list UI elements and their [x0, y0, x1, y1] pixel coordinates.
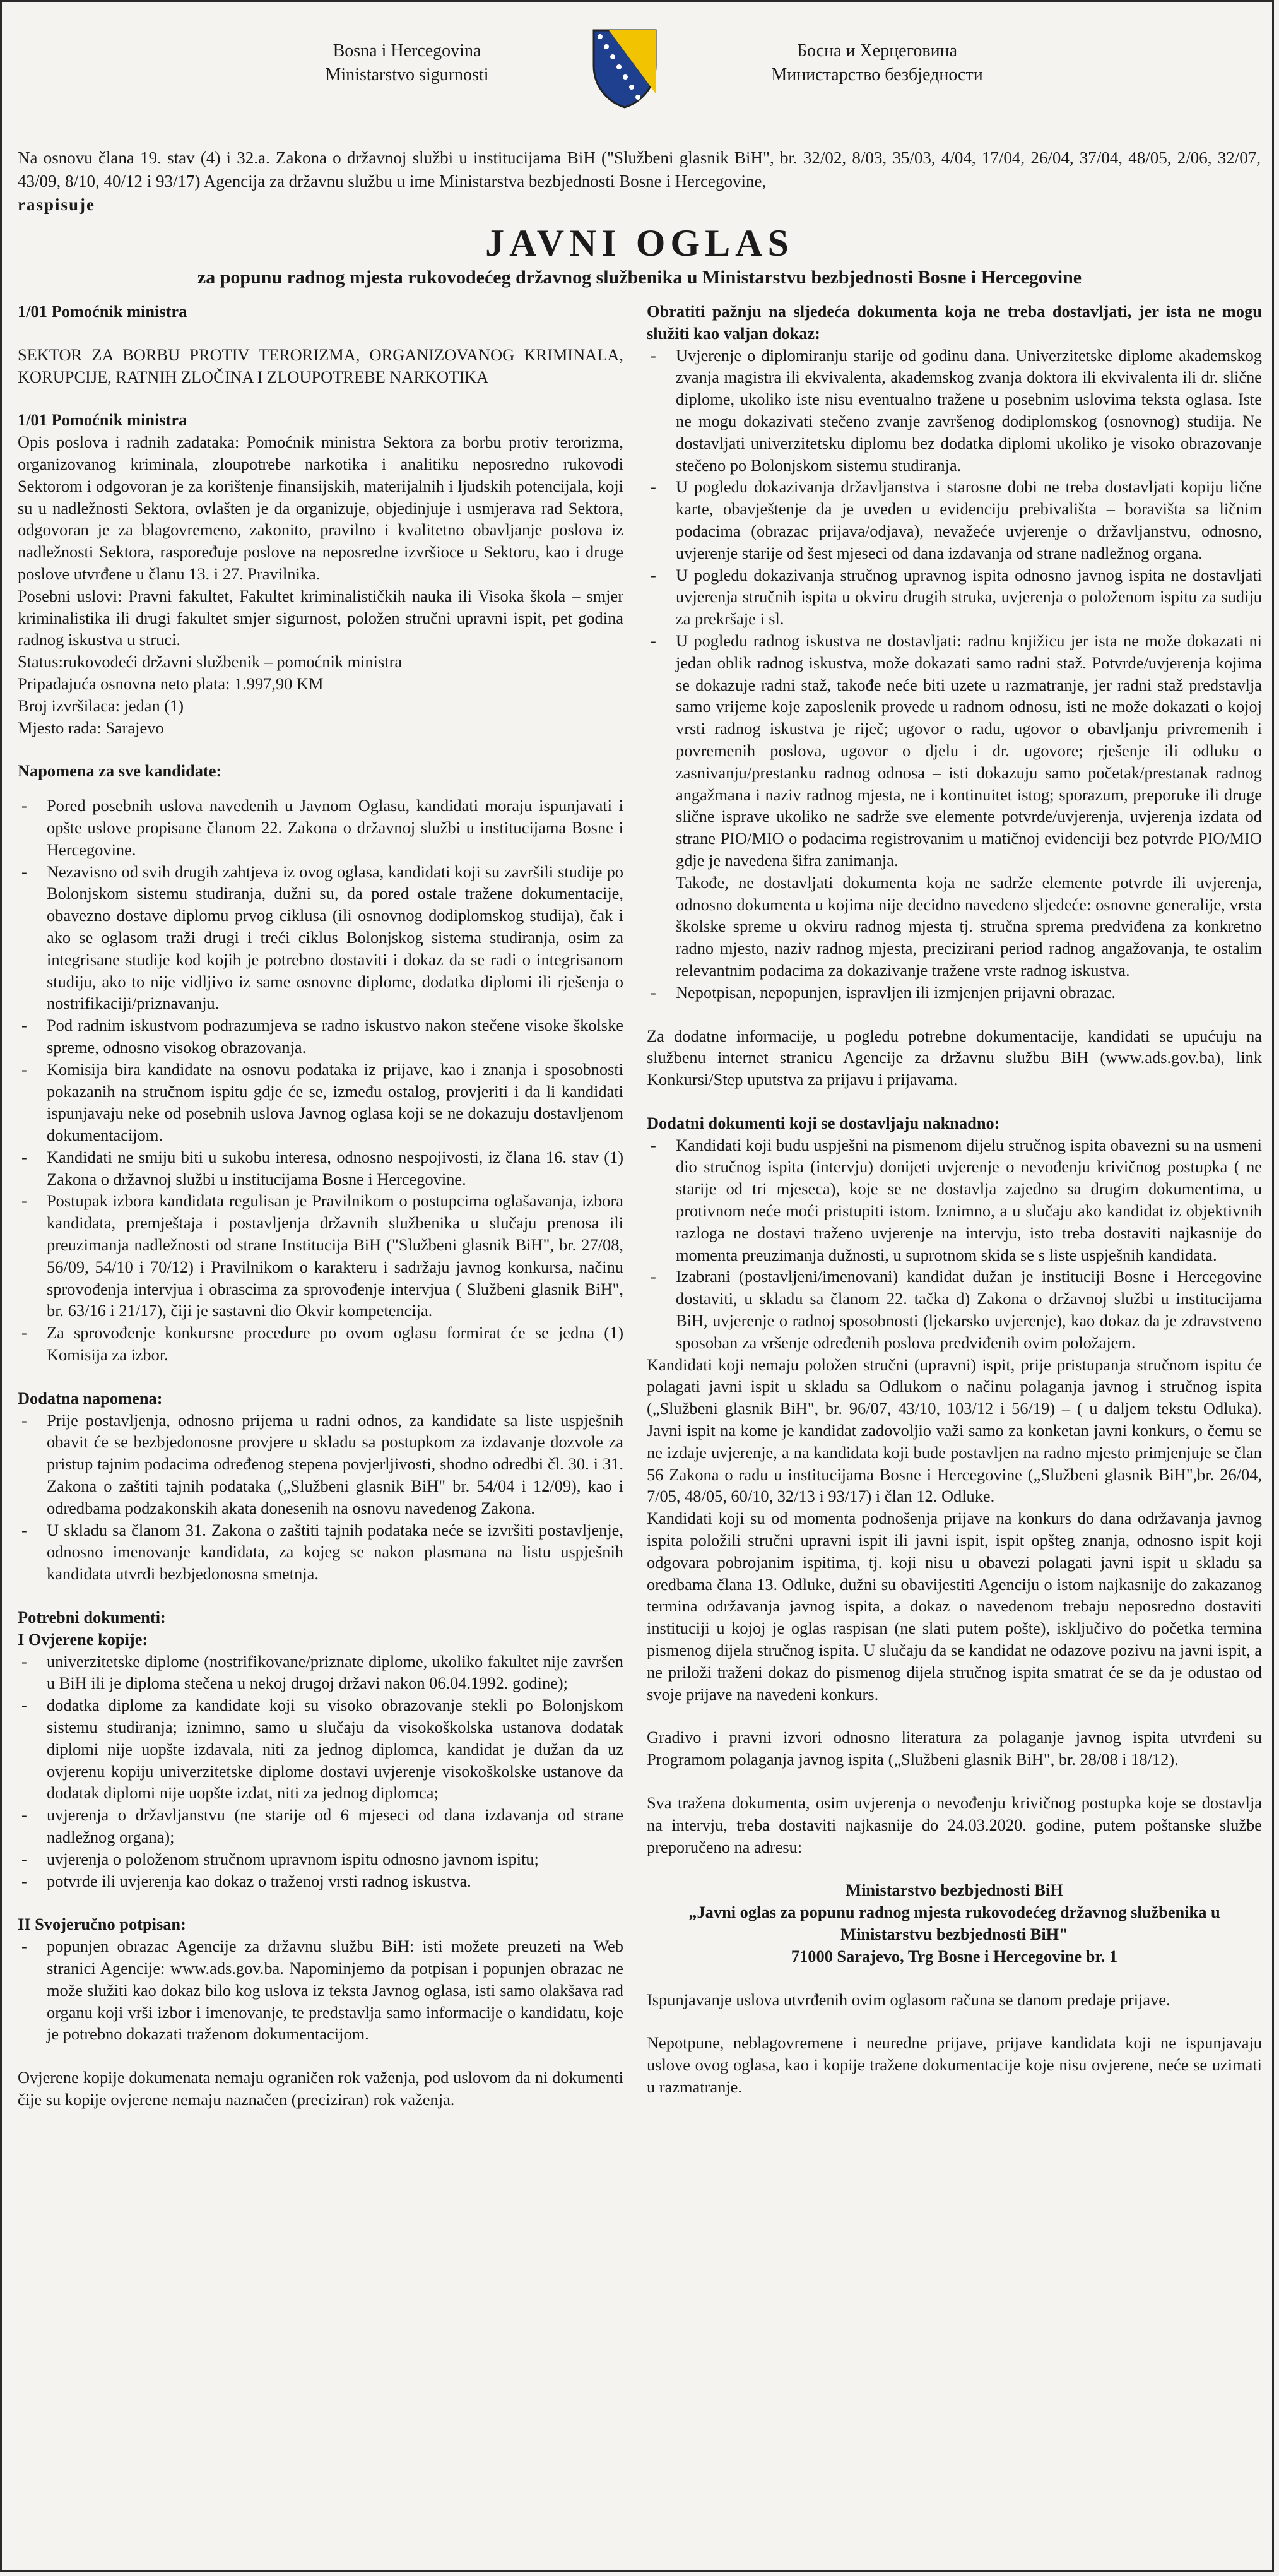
- list-item: - U skladu sa članom 31. Zakona o zaštiti tajnih podataka neće se izvršiti postavljenje, odnosno imenovanje kandidata, za kojeg se nakon plasmana na listu uspješnih kandidata utvrdi bezbjedonosna smetnja.: [21, 1520, 623, 1584]
- documents-heading: Potrebni dokumenti:: [18, 1608, 166, 1627]
- list-item: - U pogledu dokazivanja državljanstva i starosne dobi ne treba dostavljati kopiju lične karte, obavještenje da je uveden u evidenciju prebivališta – boravišta sa ličnim podacima (obrazac prijava/odjava), nevažeće uvjerenje o državljanstvu, odnosno, uvjerenje starije od šest mjeseci od dana izdavanja od strane nadležnog organa.: [651, 477, 1262, 562]
- list-item: - popunjen obrazac Agencije za državnu službu BiH: isti možete preuzeti na Web stranici Agencije: www.ads.gov.ba. Napominjemo da potpisan i popunjen obrazac ne može služiti kao dokaz bilo kog uslova iz teksta Javnog oglasa, isti samo olakšava rad organu koji vrši izbor i imenovanje, te predstavlja samo informacije o kandidatu, koje je potrebno dokazati traženom dokumentacijom.: [21, 1937, 623, 2044]
- exam-notice-paragraph: Kandidati koji su od momenta podnošenja prijave na konkurs do dana održavanja javnog ispita položili stručni upravni ispit ili javni ispit, ispit opšteg znanja, odnosno ispit koji odgovara pobrojanim ispitima, tj. koji nisu u obavezi polagati javni ispit u skladu sa oredbama člana 13. Odluke, dužni su obavijestiti Agenciju o istom najkasnije do zakazanog termina održavanja javnog ispita, a dokaz o navedenom trebaju neposredno dostaviti instituciji u kojoj je oglas raspisan (ne slati putem pošte), isključivo do početka termina pismenog dijela stručnog ispita. U slučaju da se kandidat ne odazove pozivu na javni ispit, a ne priloži traženi dokaz do pismenog dijela stručnog ispita smatrat će se da je odustao od svoje prijave na navedeni konkurs.: [647, 1509, 1262, 1704]
- list-item: - Uvjerenje o diplomiranju starije od godinu dana. Univerzitetske diplome akademskog zvanja magistra ili ekvivalenta, akademskog zvanja doktora ili ekvivalenta ili dr. slične diplome, ukoliko iste nisu eventualno tražene u posebnim uslovima teksta oglasa. Iste ne mogu dokazivati stečeno zvanje završenog dodiplomskog (osnovnog) studija. Ne dostavljati univerzitetsku diplomu bez dodatka diplomi ukoliko je visoko obrazovanje stečeno po Bolonjskom sistemu studiranja.: [651, 345, 1262, 475]
- later-documents-heading: Dodatni dokumenti koji se dostavljaju naknadno:: [647, 1113, 1000, 1132]
- list-item: - Komisija bira kandidate na osnovu podataka iz prijave, kao i znanja i sposobnosti pokazanih na stručnom ispitu gdje će se, između ostalog, provjeriti i da li kandidati ispunjavaju neke od posebnih uslova Javnog oglasa koji se ne dokazuju dostavljenom dokumentacijom.: [21, 1059, 623, 1145]
- list-item: - dodatka diplome za kandidate koji su visoko obrazovanje stekli po Bolonjskom sistemu studiranja; iznimno, samo u slučaju da visokoškolska ustanova dodatak diplomi nije uopšte izdavala, niti za jednog diplomca, kandidat je dužan da uz ovjerenu kopiju univerzitetske diplome dostavi uvjerenje visokoškolske ustanove da dodatak diplomi nije uopšte izdat, niti za jednog diplomca;: [21, 1695, 623, 1803]
- note-heading: Napomena za sve kandidate:: [18, 761, 222, 781]
- list-item: - U pogledu dokazivanja stručnog upravnog ispita odnosno javnog ispita ne dostavljati uvjerenja stručnih ispita u okviru drugih struka, uvjerenja o položenom ispitu za sudiju za prekršaje i sl.: [651, 565, 1262, 629]
- list-item: - univerzitetske diplome (nostrifikovane/priznate diplome, ukoliko fakultet nije završen u BiH ili je diploma stečena u nekoj drugoj državi nakon 06.04.1992. godine);: [21, 1651, 623, 1693]
- salary-line: Pripadajuća osnovna neto plata: 1.997,90 KM: [18, 674, 324, 693]
- list-item: - Kandidati koji budu uspješni na pismenom dijelu stručnog ispita obavezni su na usmeni dio stručnog ispita (intervju) donijeti uvjerenje o nevođenju krivičnog postupka ( ne starije od tri mjeseca), koje se ne dostavlja zajedno sa drugim dokumentima, u protivnom neće moći pristupiti istom. Iznimno, a u slučaju ako kandidat iz objektivnih razloga ne dostavi traženo uvjerenje na intervju, isto treba dostaviti najkasnije do momenta preuzimanja dužnosti, u suprotnom skida se s liste uspješnih kandidata.: [651, 1135, 1262, 1264]
- workplace-line: Mjesto rada: Sarajevo: [18, 718, 164, 737]
- literature-paragraph: Gradivo i pravni izvori odnosno literatura za polaganje javnog ispita utvrđeni su Programom polaganja javnog ispita („Službeni glasnik BiH", br. 28/08 i 18/12).: [647, 1728, 1262, 1769]
- coat-of-arms-icon: [590, 28, 659, 110]
- list-item: - uvjerenja o položenom stručnom upravnom ispitu odnosno javnom ispitu;: [21, 1849, 539, 1868]
- header-country-cyrillic: Босна и Херцеговина: [796, 41, 958, 61]
- status-line: Status:rukovodeći državni službenik – pomoćnik ministra: [18, 652, 403, 672]
- public-exam-paragraph: Kandidati koji nemaju položen stručni (upravni) ispit, prije pristupanja stručnom ispitu će polagati javni ispit u skladu sa Odlukom o načinu polaganja javnog i stručnog ispita („Službeni glasnik BiH", br. 96/07, 43/10, 103/12 i 56/19) – ( u daljem tekstu Odluka). Javni ispit na kome je kandidat zadovoljio važi samo za konketan javni konkurs, o čemu se ne izdaje uvjerenje, a na kandidata koji bude postavljen na radno mjesto primjenjuje se član 56 Zakona o radu u institucijama Bosne i Hercegovine („Službeni glasnik BiH",br. 26/04, 7/05, 48/05, 60/10, 32/13 i 93/17) i član 12. Odluke.: [647, 1355, 1262, 1506]
- sector-name: SEKTOR ZA BORBU PROTIV TERORIZMA, ORGANIZOVANOG KRIMINALA, KORUPCIJE, RATNIH ZLOČINA I ZLOUPOTREBE NARKOTIKA: [18, 345, 623, 386]
- list-item: - Pored posebnih uslova navedenih u Javnom Oglasu, kandidati moraju ispunjavati i opšte uslove propisane članom 22. Zakona o državnoj službi u institucijama Bosne i Hercegovine.: [21, 796, 623, 859]
- special-conditions: Posebni uslovi: Pravni fakultet, Fakultet kriminalističkih nauka ili Visoka škola – smjer kriminalistika ili drugi fakultet smjer sigurnost, položen stručni upravni ispit, pet godina radnog iskustva u struci.: [18, 586, 623, 650]
- additional-note-heading: Dodatna napomena:: [18, 1388, 163, 1408]
- address-line-1: Ministarstvo bezbjednosti BiH: [846, 1880, 1063, 1900]
- page-title: JAVNI OGLAS: [485, 222, 794, 264]
- list-item: - potvrde ili uvjerenja kao dokaz o traženoj vrsti radnog iskustva.: [21, 1871, 471, 1890]
- header-ministry-cyrillic: Министарство безбједности: [771, 65, 983, 85]
- rejection-paragraph: Nepotpune, neblagovremene i neuredne prijave, prijave kandidata koji ne ispunjavaju uslove ovog oglasa, kao i kopije tražene dokumentacije koje nisu ovjerene, neće se uzimati u razmatranje.: [647, 2033, 1262, 2096]
- list-item: - Izabrani (postavljeni/imenovani) kandidat dužan je instituciji Bosne i Hercegovine dostaviti, u skladu sa članom 22. tačka d) Zakona o državnoj službi u institucijama BiH, uvjerenje o radnoj sposobnosti (ljekarsko uvjerenje), kao dokaz da je zdravstveno sposoban za vršenje određenih poslova predviđenih ovim položajem.: [651, 1267, 1262, 1352]
- header-left: [271, 39, 543, 87]
- signed-heading: II Svojeručno potpisan:: [18, 1914, 186, 1934]
- attention-extra: Takođe, ne dostavljati dokumenta koja ne sadrže elemente potvrde ili uvjerenja, odnosno dokumenta u kojima nije decidno navedeno sljedeće: osnovne generalije, vrsta školske spreme u okviru radnog mjesta tj. stručna sprema predviđena za konkretno radno mjesto, naziv radnog mjesta, precizirani period radnog angažovanja, te ostalim relevantnim podacima za dokazivanje tražene vrste radnog iskustva.: [676, 872, 1262, 980]
- intro-text: Na osnovu člana 19. stav (4) i 32.a. Zakona o državnoj službi u institucijama BiH ("Službeni glasnik BiH", br. 32/02, 8/03, 35/03, 4/04, 17/04, 26/04, 37/04, 48/05, 2/06, 32/07, 43/09, 8/10, 40/12 i 93/17) Agencija za državnu službu u ime Ministarstva bezbjednosti Bosne i Hercegovine,: [18, 148, 1261, 191]
- list-item: - Postupak izbora kandidata regulisan je Pravilnikom o postupcima oglašavanja, izbora kandidata, premještaja i postavljenja državnih službenika u slučaju prenosa ili preuzimanja nadležnosti od strane Institucija BiH ("Službeni glasnik BiH", br. 27/08, 56/09, 54/10 i 70/12) i Pravilnikom o karakteru i sadržaju javnog konkursa, načinu sprovođenja intervjua i obrascima za sprovođenje intervjua ( Službeni glasnik BiH", br. 63/16 i 21/17), čiji je sastavni dio Okvir kompetencija.: [21, 1191, 623, 1321]
- attention-heading: Obratiti pažnju na sljedeća dokumenta koja ne treba dostavljati, jer ista ne mogu služiti kao valjan dokaz:: [647, 302, 1262, 343]
- conditions-date-paragraph: Ispunjavanje uslova utvrđenih ovim oglasom računa se danom predaje prijave.: [647, 1990, 1170, 2009]
- intro-raspisuje: raspisuje: [18, 195, 96, 214]
- list-item: - Za sprovođenje konkursne procedure po ovom oglasu formirat će se jedna (1) Komisija za izbor.: [21, 1323, 623, 1365]
- position-heading: 1/01 Pomoćnik ministra: [18, 302, 187, 321]
- list-item: - U pogledu radnog iskustva ne dostavljati: radnu knjižicu jer ista ne može dokazati ni jedan oblik radnog iskustva, može dokazati samo radni staž. Potvrde/uvjerenja kojima se dokazuje radni staž, takođe neće biti uzete u razmatranje, jer radni staž predstavlja samo vrijeme koje zaposlenik provede u radnom odnosu, isti ne može dokazati o kojoj vrsti radnog iskustva je riječ; ugovor o radu, ugovor o obavljanju privremenih i povremenih poslova, ugovor o djelu i dr. ugovore; rješenje ili odluku o zasnivanju/prestanku radnog odnosa – isti dokazuju samo početak/prestanak radnog angažmana i naziv radnog mjesta, ne i kontinuitet istog; sporazum, preporuke ili druge slične isprave ukoliko ne sadrže sve elemente potvrde/uvjerenja, uvjerenja izdata od strane PIO/MIO o podacima registrovanim u matičnoj evidenciji bez potvrde PIO/MIO gdje je navedena šifra zanimanja.: [651, 631, 1262, 870]
- right-column: [647, 300, 1262, 2098]
- header-right: [713, 39, 1041, 87]
- address-line-3: 71000 Sarajevo, Trg Bosne i Hercegovine br. 1: [791, 1946, 1118, 1966]
- list-item: - Kandidati ne smiju biti u sukobu interesa, odnosno nespojivosti, iz člana 16. stav (1) Zakona o državnoj službi u institucijama Bosne i Hercegovine.: [21, 1147, 623, 1189]
- additional-info: Za dodatne informacije, u pogledu potrebne dokumentacije, kandidati se upućuju na službenu internet stranicu Agencije za državnu službu BiH (www.ads.gov.ba), link Konkursi/Step uputstva za prijavu i prijavama.: [647, 1026, 1262, 1089]
- list-item: - Nepotpisan, nepopunjen, ispravljen ili izmjenjen prijavni obrazac.: [651, 982, 1116, 1002]
- list-item: - Prije postavljenja, odnosno prijema u radni odnos, za kandidate sa liste uspješnih obavit će se bezbjedonosne provjere u skladu sa postupkom za izdavanje dozvole za pristup tajnim podacima određenog stepena povjerljivosti, shodno odredbi čl. 30. i 31. Zakona o zaštiti tajnih podataka („Službeni glasnik BiH" br. 54/04 i 12/09), kao i odredbama podzakonskih akata donesenih na osnovu navedenog Zakona.: [21, 1410, 623, 1517]
- intro-paragraph: [18, 146, 1261, 217]
- left-column: [18, 300, 623, 2111]
- list-item: - Nezavisno od svih drugih zahtjeva iz ovog oglasa, kandidati koji su završili studije po Bolonjskom sistemu studiranja, dužni su, da pored ostale tražene dokumentacije, obavezno dostave diplomu prvog ciklusa (ili osnovnog dodiplomskog studija), čak i ako se oglasom traži drugi i treći ciklus Bolonjskog sistema studiranja, osim za integrisane studije kod kojih je potrebno dostaviti i dokaz da se radi o integrisanom studiju, ako to nije vidljivo iz same osnovne diplome, dodatka diplomi ili rješenja o nostrifikaciji/priznavanju.: [21, 862, 623, 1013]
- position-heading-2: 1/01 Pomoćnik ministra: [18, 410, 187, 430]
- address-line-2: „Javni oglas za popunu radnog mjesta rukovodećeg državnog službenika u Ministarstvu bezbjednosti BiH": [688, 1902, 1220, 1944]
- job-description: Opis poslova i radnih zadataka: Pomoćnik ministra Sektora za borbu protiv terorizma, organizovanog kriminala, zloupotrebe narkotika i analitiku neposredno rukovodi Sektorom i odgovoran je za korištenje finansijskih, materijalnih i ljudskih potencijala, koji su u nadležnosti Sektora, ovlašten je da organizuje, objedinjuje i usmjerava rad Sektora, odgovoran je za blagovremeno, zakonito, pravilno i kvalitetno obavljanje poslova iz nadležnosti Sektora, raspoređuje poslove na neposredne izvršioce u Sektoru, kao i druge poslove utvrđene u članu 13. i 27. Pravilnika.: [18, 432, 623, 583]
- header-country-latin: Bosna i Hercegovina: [333, 41, 481, 61]
- list-item: - uvjerenja o državljanstvu (ne starije od 6 mjeseci od dana izdavanja od strane nadležnog organa);: [21, 1805, 623, 1846]
- executors-line: Broj izvršilaca: jedan (1): [18, 696, 184, 715]
- closing-paragraph: Ovjerene kopije dokumenata nemaju ograničen rok važenja, pod uslovom da ni dokumenti čije su kopije ovjerene nemaju naznačen (preciziran) rok važenja.: [18, 2068, 623, 2109]
- certified-copies-heading: I Ovjerene kopije:: [18, 1629, 148, 1649]
- deadline-paragraph: Sva tražena dokumenta, osim uvjerenja o nevođenju krivičnog postupka koje se dostavlja na intervju, treba dostaviti najkasnije do 24.03.2020. godine, putem poštanske službe preporučeno na adresu:: [647, 1793, 1262, 1856]
- page-subtitle: za popunu radnog mjesta rukovodećeg državnog službenika u Ministarstvu bezbjednosti Bosne i Hercegovine: [197, 267, 1082, 288]
- list-item: - Pod radnim iskustvom podrazumjeva se radno iskustvo nakon stečene visoke školske spreme, odnosno visokog obrazovanja.: [21, 1016, 623, 1057]
- header-ministry-latin: Ministarstvo sigurnosti: [325, 65, 489, 85]
